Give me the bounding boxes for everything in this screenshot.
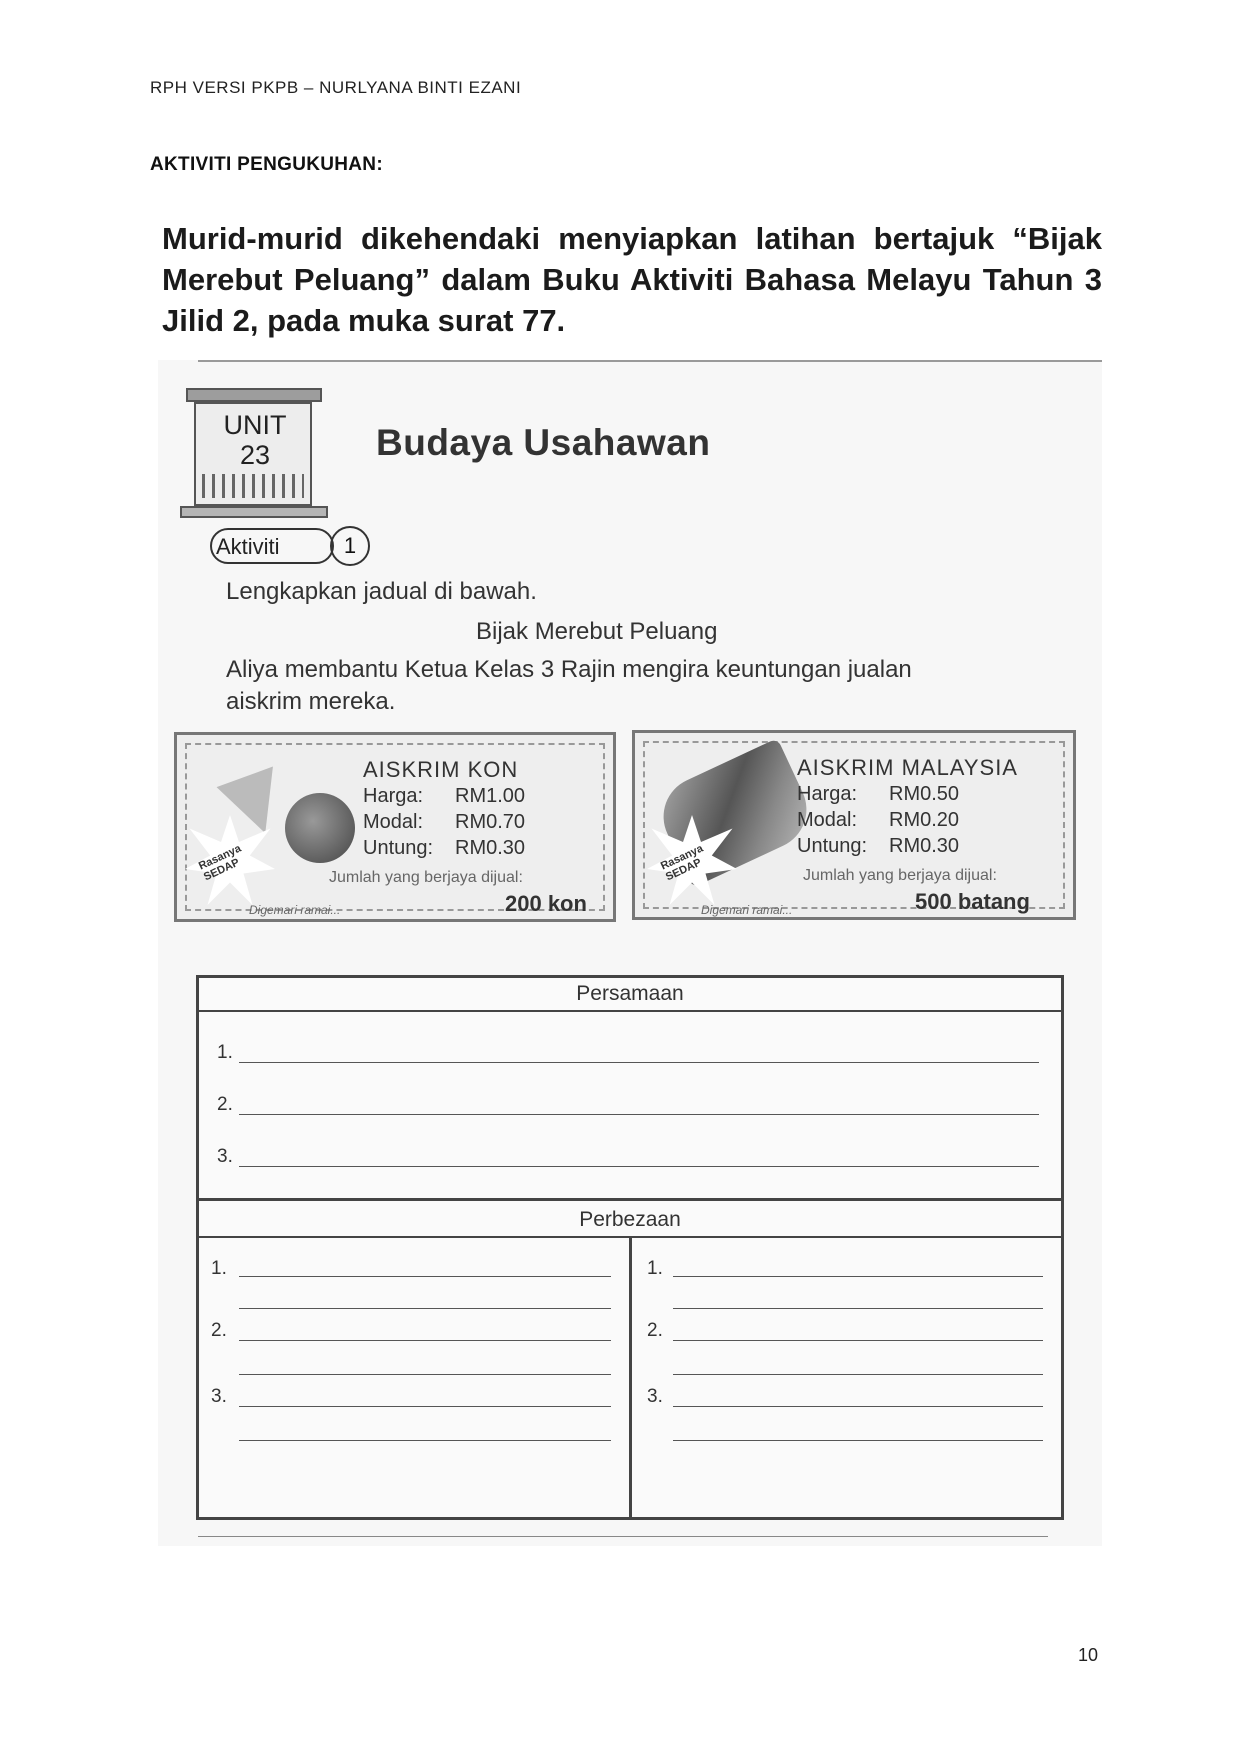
difference-right-number-1: 1. [647, 1258, 663, 1279]
unit-roof [186, 388, 322, 402]
cut-line [198, 1536, 1048, 1537]
difference-left-number-2: 2. [211, 1320, 227, 1341]
answer-line[interactable] [239, 1062, 1039, 1063]
icecream-cone-image [285, 793, 355, 863]
answer-line[interactable] [673, 1308, 1043, 1309]
card-title: AISKRIM MALAYSIA [797, 755, 1018, 780]
activity-number: 1 [330, 526, 370, 566]
answer-line[interactable] [673, 1406, 1043, 1407]
column-divider [629, 1238, 632, 1517]
page-number: 10 [1078, 1645, 1099, 1665]
answer-line[interactable] [239, 1114, 1039, 1115]
profit-row: Untung: RM0.30 [797, 835, 960, 857]
sold-label: Jumlah yang berjaya dijual: [329, 869, 523, 886]
activity-label: Aktiviti [216, 534, 280, 559]
similarity-number-3: 3. [217, 1146, 233, 1167]
worksheet-subtitle: Bijak Merebut Peluang [476, 618, 718, 645]
card-footer: Digemari ramai... [249, 903, 341, 917]
worksheet-scan [158, 360, 1102, 1546]
similarities-header: Persamaan [199, 978, 1061, 1012]
worksheet-prompt: Lengkapkan jadual di bawah. [226, 578, 537, 605]
unit-badge [186, 388, 322, 520]
cost-row: Modal: RM0.70 [363, 811, 526, 833]
difference-right-number-2: 2. [647, 1320, 663, 1341]
page-header: RPH VERSI PKPB – NURLYANA BINTI EZANI [150, 78, 522, 97]
price-row: Harga: RM0.50 [797, 783, 960, 805]
unit-panel [194, 402, 312, 506]
cost-row: Modal: RM0.20 [797, 809, 960, 831]
price-row: Harga: RM1.00 [363, 785, 526, 807]
answer-line[interactable] [239, 1374, 611, 1375]
similarity-number-1: 1. [217, 1042, 233, 1063]
badge-text: Rasanya SEDAP [196, 842, 244, 884]
answer-line[interactable] [239, 1440, 611, 1441]
unit-number: 23 [239, 440, 271, 470]
product-card-malaysia [632, 730, 1076, 920]
answer-line[interactable] [239, 1166, 1039, 1167]
story-line-2: aiskrim mereka. [226, 688, 396, 715]
answer-line[interactable] [239, 1340, 611, 1341]
answer-line[interactable] [239, 1276, 611, 1277]
sold-value: 200 kon [505, 891, 587, 916]
card-footer: Digemari ramai... [701, 903, 793, 917]
differences-header: Perbezaan [199, 1204, 1061, 1238]
answer-line[interactable] [673, 1374, 1043, 1375]
answer-line[interactable] [239, 1406, 611, 1407]
sold-label: Jumlah yang berjaya dijual: [803, 867, 997, 884]
product-card-kon [174, 732, 616, 922]
unit-label: UNIT [223, 410, 287, 440]
sold-value: 500 batang [915, 889, 1030, 914]
divider [198, 360, 1102, 362]
table-divider [199, 1198, 1061, 1201]
section-title: AKTIVITI PENGUKUHAN: [150, 154, 383, 175]
difference-left-number-3: 3. [211, 1386, 227, 1407]
answer-line[interactable] [673, 1276, 1043, 1277]
badge-text: Rasanya SEDAP [658, 842, 706, 884]
story-line-1: Aliya membantu Ketua Kelas 3 Rajin mengira keuntungan jualan [226, 656, 912, 683]
answer-line[interactable] [239, 1308, 611, 1309]
difference-right-number-3: 3. [647, 1386, 663, 1407]
instruction-text: Murid-murid dikehendaki menyiapkan latihan bertajuk “Bijak Merebut Peluang” dalam Buku Aktiviti Bahasa Melayu Tahun 3 Jilid 2, pada muka surat 77. [162, 221, 1102, 338]
answer-table [196, 975, 1064, 1520]
similarity-number-2: 2. [217, 1094, 233, 1115]
unit-decoration [202, 474, 304, 498]
card-title: AISKRIM KON [363, 757, 519, 782]
difference-left-number-1: 1. [211, 1258, 227, 1279]
answer-line[interactable] [673, 1440, 1043, 1441]
profit-row: Untung: RM0.30 [363, 837, 526, 859]
answer-line[interactable] [673, 1340, 1043, 1341]
worksheet-title: Budaya Usahawan [376, 422, 711, 463]
unit-base [180, 506, 328, 518]
